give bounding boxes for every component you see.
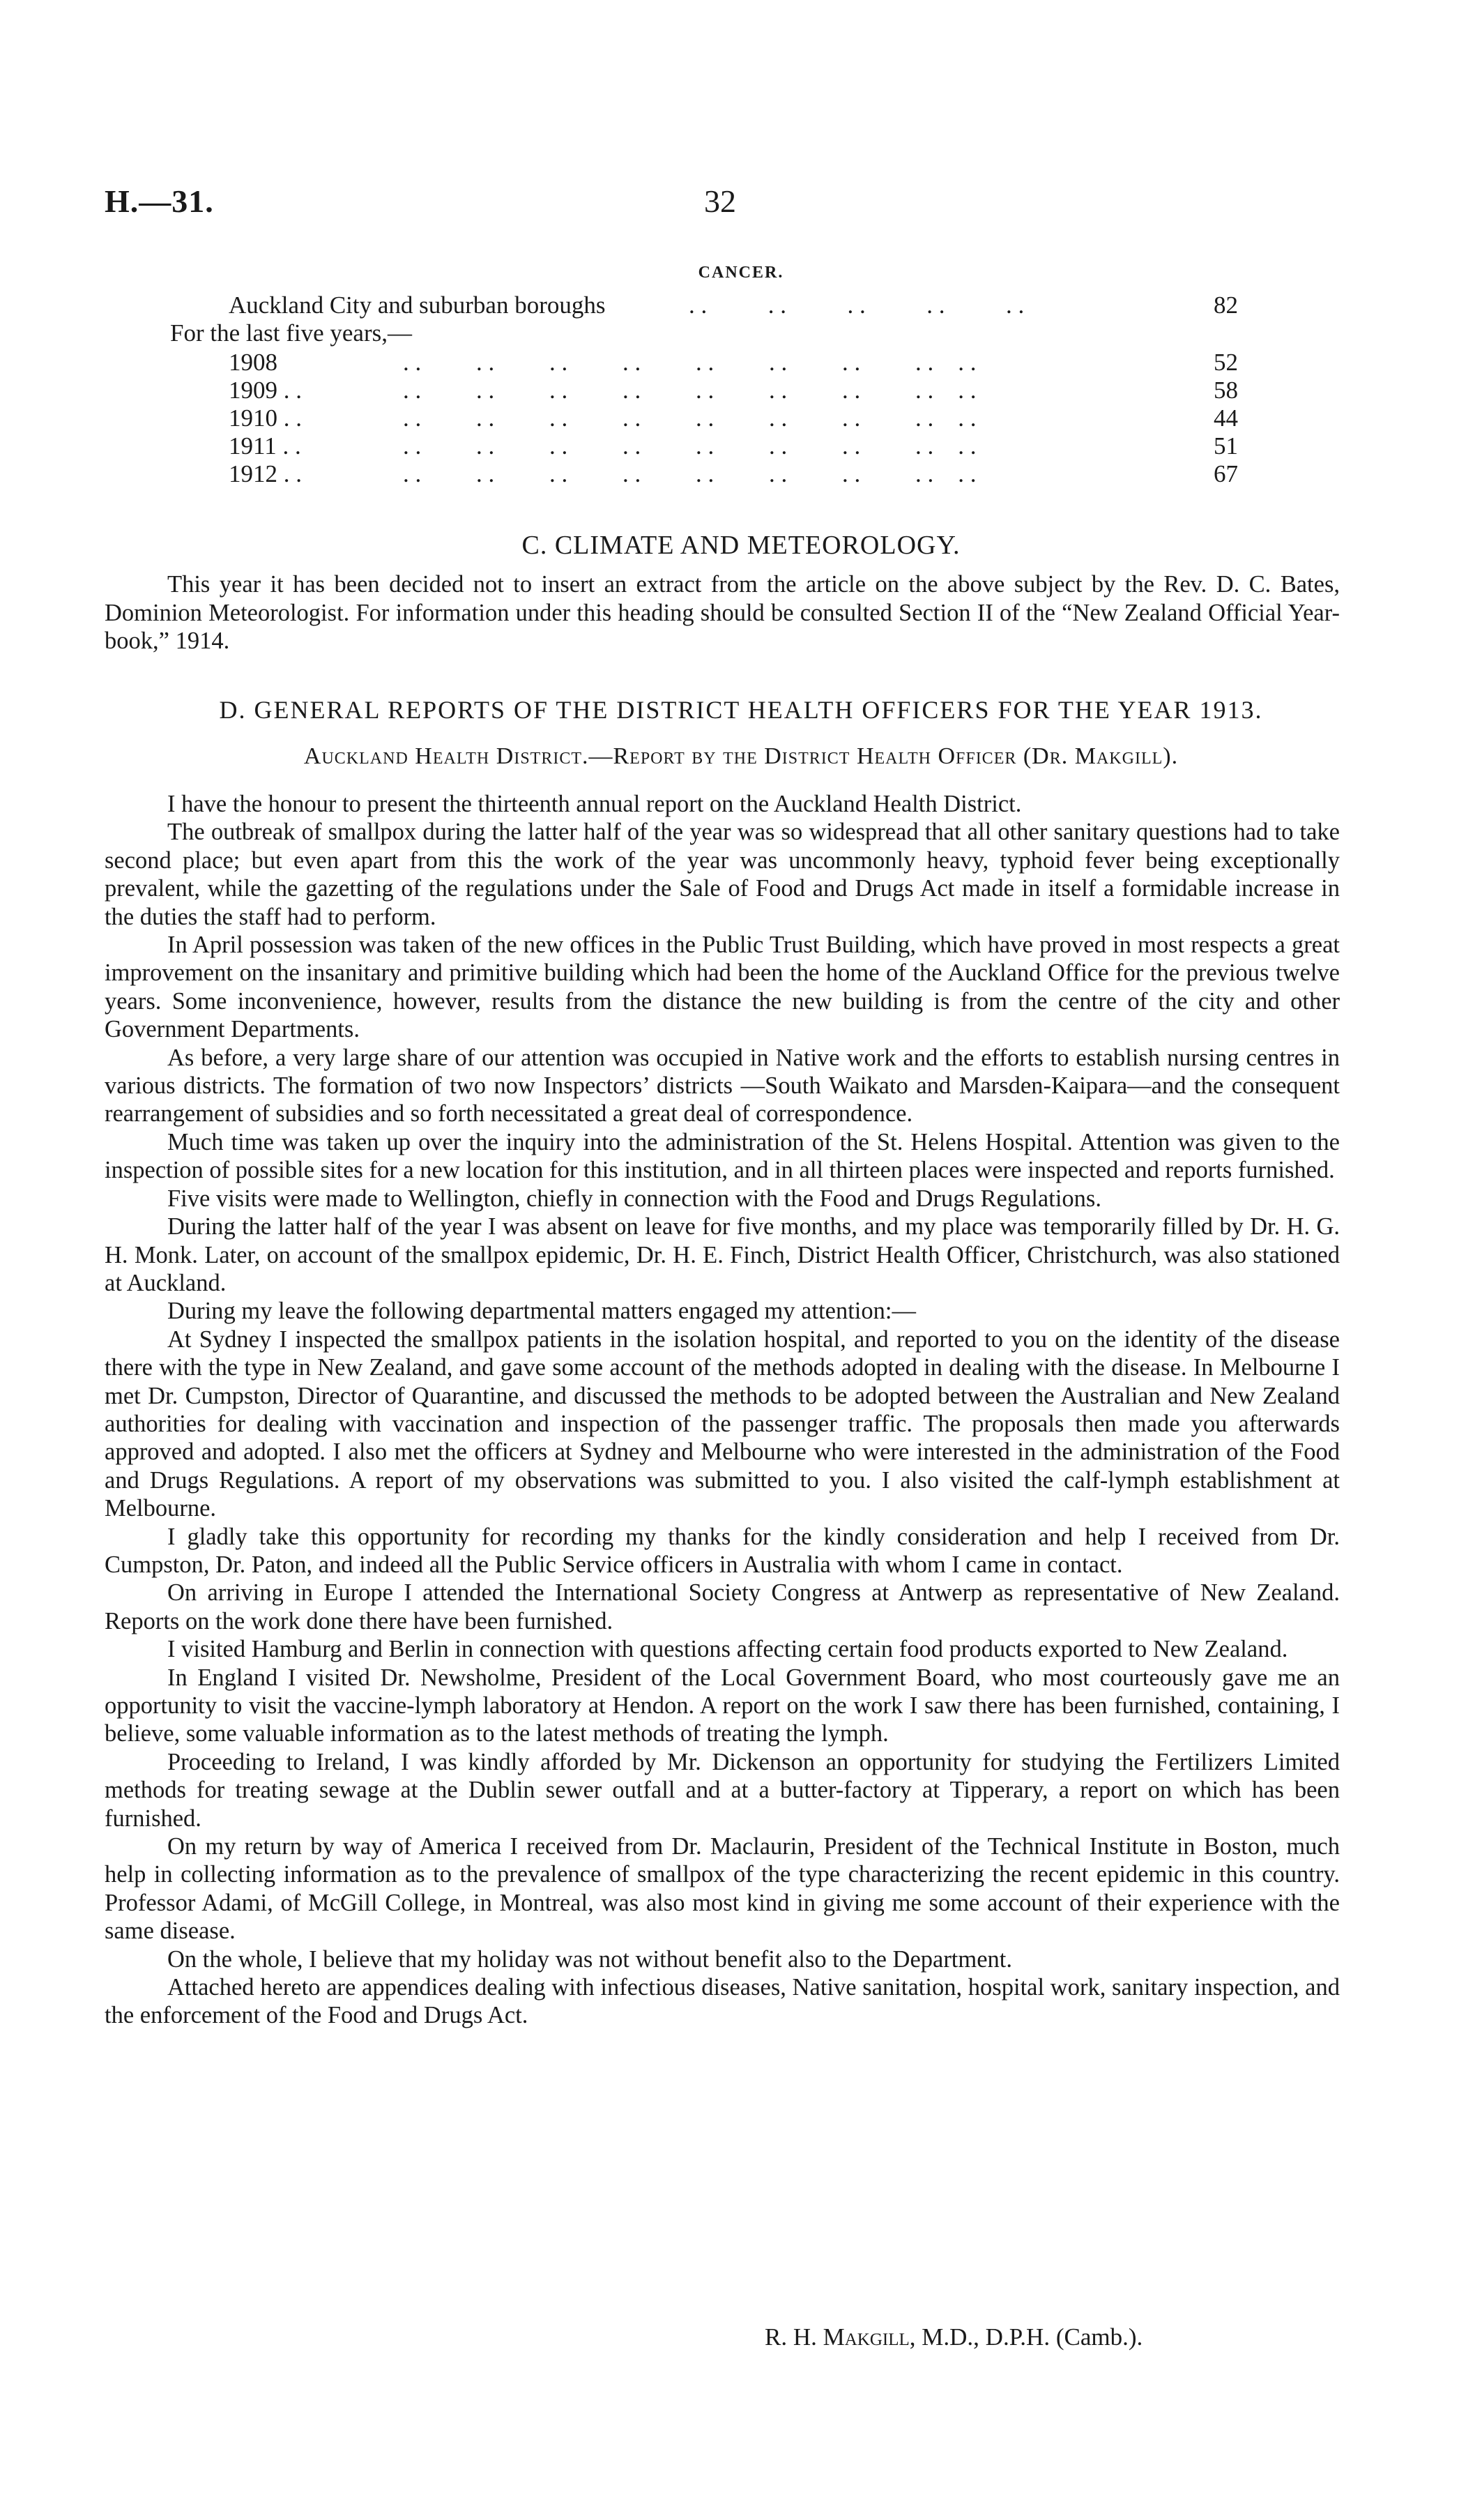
report-paragraph: At Sydney I inspected the smallpox patients in the isolation hospital, and reported to you on the identity of the disease there with the type in New Zealand, and gave some account of the methods adopted in dealing with the disease. In Melbourne I met Dr. Cumpston, Director of Quarantine, and discussed the methods to be adopted between the Australian and New Zealand authorities for dealing with vaccination and inspection of the passenger traffic. The proposals then made you afterwards approved and adopted. I also met the officers at Sydney and Melbourne who were interested in the administration of the Food and Drugs Regulations. A report of my observations was submitted to you. I also visited the calf-lymph establishment at Melbourne. bbox=[105, 1326, 1340, 1522]
report-paragraph: Proceeding to Ireland, I was kindly afforded by Mr. Dickenson an opportunity for studying the Fertilizers Limited methods for treating sewage at the Dublin sewer outfall and at a butter-factory at Tipperary, a report on which has been furnished. bbox=[105, 1748, 1340, 1832]
report-paragraph: I have the honour to present the thirteenth annual report on the Auckland Health District. bbox=[167, 791, 1022, 817]
document-reference: H.—31. bbox=[105, 183, 214, 219]
dot-leader: . . . . . . . . . . . . . . . . . . bbox=[403, 460, 977, 487]
dot-leader: . . . . . . . . . . . . . . . . . . bbox=[403, 377, 977, 404]
report-paragraph: On my return by way of America I received from Dr. Maclaurin, President of the Technical Institute in Boston, much help in collecting information as to the prevalence of smallpox of the type characterizing the recent epidemic in this country. Professor Adami, of McGill College, in Montreal, was also most kind in giving me some account of their experience with the same disease. bbox=[105, 1833, 1340, 1945]
report-paragraph: Five visits were made to Wellington, chiefly in connection with the Food and Drugs Regulations. bbox=[167, 1185, 1101, 1212]
report-paragraph: In April possession was taken of the new offices in the Public Trust Building, which have proved in most respects a great improvement on the insanitary and primitive building which had been the home of the Auckland Office for the previous twelve years. Some inconvenience, however, results from the distance the new building is from the centre of the city and other Government Departments. bbox=[105, 932, 1340, 1043]
dot-leader: . . . . . . . . . . . . . . . . . . bbox=[403, 432, 977, 460]
report-paragraph: Much time was taken up over the inquiry into the administration of the St. Helens Hospital. Attention was given to the inspection of possible sites for a new location for this institution, and in all thirteen places were inspected and reports furnished. bbox=[105, 1128, 1340, 1184]
year-label: 1908 bbox=[229, 349, 277, 376]
section-c-heading: C. CLIMATE AND METEOROLOGY. bbox=[521, 531, 961, 560]
five-years-label: For the last five years,— bbox=[170, 319, 412, 347]
page-number: 32 bbox=[704, 183, 736, 219]
cancer-city-value: 82 bbox=[1214, 291, 1238, 319]
report-paragraph: During my leave the following departmental matters engaged my attention:— bbox=[167, 1298, 916, 1325]
report-paragraph: I gladly take this opportunity for recording my thanks for the kindly consideration and help I received from Dr. Cumpston, Dr. Paton, and indeed all the Public Service officers in Australia with whom I came in contact. bbox=[105, 1523, 1340, 1578]
report-paragraph: I visited Hamburg and Berlin in connection with questions affecting certain food products exported to New Zealand. bbox=[167, 1636, 1288, 1663]
year-label: 1910 . . bbox=[229, 404, 302, 432]
year-label: 1912 . . bbox=[229, 460, 302, 487]
report-body bbox=[105, 790, 1340, 2030]
report-paragraph: Attached hereto are appendices dealing with infectious diseases, Native sanitation, hospital work, sanitary inspection, and the enforcement of the Food and Drugs Act. bbox=[105, 1974, 1340, 2029]
report-paragraph: On the whole, I believe that my holiday was not without benefit also to the Department. bbox=[167, 1945, 1012, 1973]
report-paragraph: In England I visited Dr. Newsholme, President of the Local Government Board, who most courteously gave me an opportunity to visit the vaccine-lymph laboratory at Hendon. A report on the work I saw there has been furnished, containing, I believe, some valuable information as to the latest methods of treating the lymph. bbox=[105, 1664, 1340, 1747]
dot-leader: . . . . . . . . . . . . . . . . . . bbox=[403, 404, 977, 432]
year-value: 51 bbox=[1214, 432, 1238, 460]
report-paragraph: On arriving in Europe I attended the International Society Congress at Antwerp as representative of New Zealand. Reports on the work done there have been furnished. bbox=[105, 1579, 1340, 1634]
year-value: 44 bbox=[1214, 404, 1238, 432]
cancer-city-label: Auckland City and suburban boroughs bbox=[229, 291, 606, 319]
section-c-paragraph: This year it has been decided not to insert an extract from the article on the above subject by the Rev. D. C. Bates, Dominion Meteorologist. For information under this heading should be consulted Section II of the “New Zealand Official Year-book,” 1914. bbox=[105, 571, 1340, 654]
district-report-heading: Auckland Health District.—Report by the District Health Officer (Dr. Makgill). bbox=[303, 743, 1179, 769]
signature bbox=[765, 2323, 1143, 2351]
year-value: 58 bbox=[1214, 377, 1238, 404]
report-paragraph: As before, a very large share of our attention was occupied in Native work and the efforts to establish nursing centres in various districts. The formation of two now Inspectors’ districts —South Waikato and Marsden-Kaipara—and the consequent rearrangement of subsidies and so forth necessitated a great deal of correspondence. bbox=[105, 1044, 1340, 1128]
dot-leader: . . . . . . . . . . bbox=[689, 291, 1025, 319]
year-label: 1909 . . bbox=[229, 377, 302, 404]
dot-leader: . . . . . . . . . . . . . . . . . . bbox=[403, 349, 977, 376]
signature-degrees: , M.D., D.P.H. (Camb.). bbox=[909, 2323, 1143, 2351]
year-value: 67 bbox=[1214, 460, 1238, 487]
cancer-table-title: CANCER. bbox=[698, 264, 784, 282]
report-paragraph: During the latter half of the year I was absent on leave for five months, and my place was temporarily filled by Dr. H. G. H. Monk. Later, on account of the smallpox epidemic, Dr. H. E. Finch, District Health Officer, Christchurch, was also stationed at Auckland. bbox=[105, 1213, 1340, 1296]
signature-name: R. H. Makgill bbox=[765, 2323, 910, 2351]
report-paragraph: The outbreak of smallpox during the latter half of the year was so widespread that all other sanitary questions had to take second place; but even apart from this the work of the year was uncommonly heavy, typhoid fever being exceptionally prevalent, while the gazetting of the regulations under the Sale of Food and Drugs Act made in itself a formidable increase in the duties the staff had to perform. bbox=[105, 819, 1340, 930]
year-value: 52 bbox=[1214, 349, 1238, 376]
year-label: 1911 . . bbox=[229, 432, 301, 460]
section-d-heading: D. GENERAL REPORTS OF THE DISTRICT HEALTH OFFICERS FOR THE YEAR 1913. bbox=[219, 696, 1263, 724]
